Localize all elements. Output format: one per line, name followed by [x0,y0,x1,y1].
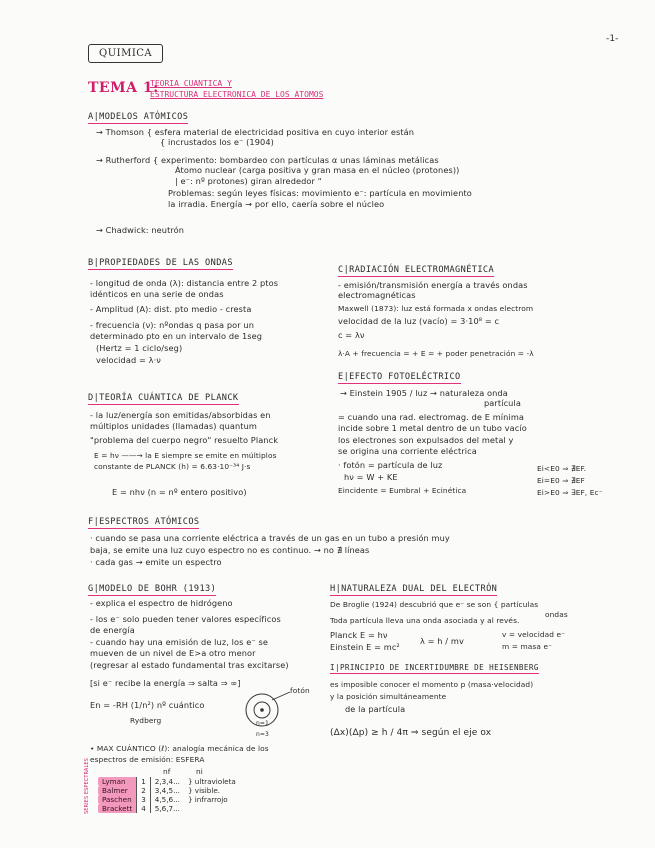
series-side-label-box [84,758,96,816]
dual-line-5: Einstein E = mc² [330,642,400,652]
bohr-line-6: (regresar al estado fundamental tras excitarse) [90,660,289,670]
planck-line-6: E = nhν (n = nº entero positivo) [112,487,247,497]
series-header-nf: nf [163,767,171,776]
series-nf: 3 [137,795,151,804]
series-region: } ultravioleta [187,777,236,786]
section-c-title: C|RADIACIÓN ELECTROMAGNÉTICA [338,265,495,275]
radiacion-line-2: electromagnéticas [338,290,416,300]
table-row [98,786,240,795]
radiacion-line-3: Maxwell (1873): luz está formada x ondas electrom [338,304,534,313]
rydberg-label: Rydberg [130,716,162,725]
section-h-title: H|NATURALEZA DUAL DEL ELECTRÓN [330,584,498,594]
chadwick-line: → Chadwick: neutrón [96,225,185,235]
planck-line-4: E = hν ——→ la E siempre se emite en múltiplos [94,451,277,460]
foto-line-2: partícula [484,398,521,408]
section-i-title: I|PRINCIPIO DE INCERTIDUMBRE DE HEISENBERG [330,663,539,672]
section-d-title: D|TEORÍA CUÁNTICA DE PLANCK [88,393,239,403]
thomson-line-2: { incrustados los e⁻ (1904) [160,137,274,147]
tema-title: TEMA 1: [88,80,159,96]
series-name: Balmer [98,786,137,795]
rutherford-line-2: Átomo nuclear (carga positiva y gran masa en el núcleo (protones)) [175,165,460,175]
series-table [98,777,240,813]
section-g-title: G|MODELO DE BOHR (1913) [88,584,217,594]
bohr-line-3: de energía [90,625,135,635]
series-region: } infrarrojo [187,795,228,804]
radiacion-line-5: c = λν [338,330,365,340]
series-ni: 4,5,6... [150,795,184,804]
dual-line-2: ondas [545,610,568,619]
photon-arrow [272,692,290,700]
espectro-line-2: baja, se emite una luz cuyo espectro no es continuo. → no ∄ líneas [90,545,370,555]
onda-line-3: - Amplitud (A): dist. pto medio - cresta [90,304,252,314]
n3-label: n=3 [256,731,269,738]
heisenberg-formula: (Δx)(Δp) ≥ h / 4π ⇒ según el eje ox [330,728,492,738]
foton-label: fotón [290,686,310,695]
bohr-line-7: [si e⁻ recibe la energía ⇒ salta ⇒ ∞] [90,678,241,688]
subject-box [88,44,163,63]
section-f-title: F|ESPECTROS ATÓMICOS [88,517,200,527]
tema-subtitle-2: ESTRUCTURA ELECTRONICA DE LOS ATOMOS [150,90,324,99]
radiacion-line-1: - emisión/transmisión energía a través ondas [338,280,528,290]
onda-line-1: - longitud de onda (λ): distancia entre 2 ptos [90,278,279,288]
subject-label: QUIMICA [88,44,163,63]
foto-line-1: → Einstein 1905 / luz → naturaleza onda [340,388,508,398]
onda-line-5: determinado pto en un intervalo de 1seg [90,331,263,341]
table-row [98,777,240,786]
rutherford-line-3: | e⁻: nº protones) giran alrededor " [175,176,322,186]
series-nf: 1 [137,777,151,786]
foto-case-3: Ei>E0 ⇒ ∃EF, Ec⁻ [537,488,603,497]
series-ni: 3,4,5... [150,786,184,795]
section-a-title: A|MODELOS ATÓMICOS [88,112,189,122]
foto-line-8: hν = W + KE [344,472,398,482]
planck-line-5: constante de PLANCK (h) = 6.63·10⁻³⁴ J·s [94,462,251,471]
foto-line-9: Eincidente = Eumbral + Ecinética [338,486,467,495]
series-region [184,804,240,813]
dual-line-6: λ = h / mv [420,636,464,646]
espectro-line-3: · cada gas → emite un espectro [90,557,222,567]
planck-line-1: - la luz/energía son emitidas/absorbidas en [90,410,271,420]
series-ni: 2,3,4... [150,777,184,786]
series-name: Paschen [98,795,137,804]
thomson-line-1: → Thomson { esfera material de electricidad positiva en cuyo interior están [96,127,415,137]
page-number: -1- [606,34,619,44]
series-ni: 5,6,7... [150,804,184,813]
foto-line-7: · fotón = partícula de luz [338,460,443,470]
foto-line-4: incide sobre 1 metal dentro de un tubo vacío [338,423,527,433]
series-region: } visible. [187,786,221,795]
dual-line-8: m = masa e⁻ [502,642,553,651]
bohr-line-4: - cuando hay una emisión de luz, los e⁻ se [90,637,268,647]
heisenberg-line-2: y la posición simultáneamente [330,692,447,701]
heisenberg-line-1: es imposible conocer el momento p (masa·velocidad) [330,680,534,689]
dual-line-1: De Broglie (1924) descubrió que e⁻ se son { partículas [330,600,539,609]
series-name: Lyman [98,777,137,786]
series-name: Brackett [98,804,137,813]
foto-case-2: Ei=E0 ⇒ ∄EF [537,476,585,485]
rutherford-line-5: la irradia. Energía → por ello, caería sobre el núcleo [168,199,385,209]
bohr-line-2: - los e⁻ solo pueden tener valores específicos [90,614,281,624]
section-e-title: E|EFECTO FOTOELÉCTRICO [338,372,461,382]
foto-line-5: los electrones son expulsados del metal y [338,435,514,445]
series-side-label: SERIES ESPECTRALES [84,758,90,814]
nucleus [260,708,264,712]
bohr-line-5: mueven de un nivel de E>a otro menor [90,648,256,658]
radiacion-line-6: λ·A + frecuencia = + E = + poder penetración = -λ [338,349,534,358]
heisenberg-line-3: de la partícula [345,704,406,714]
rutherford-line-1: → Rutherford { experimento: bombardeo con partículas α unas láminas metálicas [96,155,439,165]
bohr-formula: En = -RH (1/n²) nº cuántico [90,700,205,710]
dual-line-4: Planck E = hν [330,630,388,640]
planck-line-3: "problema del cuerpo negro" resuelto Planck [90,435,279,445]
n1-label: n=1 [256,720,269,727]
rutherford-line-4: Problemas: según leyes físicas: movimiento e⁻: partícula en movimiento [168,188,472,198]
tema-subtitle-1: TEORIA CUANTICA Y [150,79,232,88]
onda-line-4: - frecuencia (ν): nºondas q pasa por un [90,320,254,330]
dual-line-3: Toda partícula lleva una onda asociada y al revés. [330,616,520,625]
table-row [98,795,240,804]
bohr-line-1: - explica el espectro de hidrógeno [90,598,233,608]
radiacion-line-4: velocidad de la luz (vacío) = 3·10⁸ = c [338,316,500,326]
onda-line-6: (Hertz = 1 ciclo/seg) [96,343,183,353]
planck-line-2: múltiplos unidades (llamadas) quantum [90,421,257,431]
espectro-line-1: · cuando se pasa una corriente eléctrica a través de un gas en un tubo a presión muy [90,533,450,543]
foto-line-6: se origina una corriente eléctrica [338,446,477,456]
series-nf: 4 [137,804,151,813]
table-row [98,804,240,813]
bohr-line-esfera: espectros de emisión: ESFERA [90,755,205,764]
series-header-ni: ni [196,767,203,776]
foto-case-1: Ei<E0 ⇒ ∄EF. [537,464,587,473]
bohr-line-max: • MAX CUÁNTICO (ℓ): analogía mecánica de los [90,744,269,753]
section-b-title: B|PROPIEDADES DE LAS ONDAS [88,258,233,268]
foto-line-3: = cuando una rad. electromag. de E mínima [338,412,525,422]
dual-line-7: v = velocidad e⁻ [502,630,566,639]
series-nf: 2 [137,786,151,795]
onda-line-2: idénticos en una serie de ondas [90,289,224,299]
onda-line-7: velocidad = λ·ν [96,355,161,365]
